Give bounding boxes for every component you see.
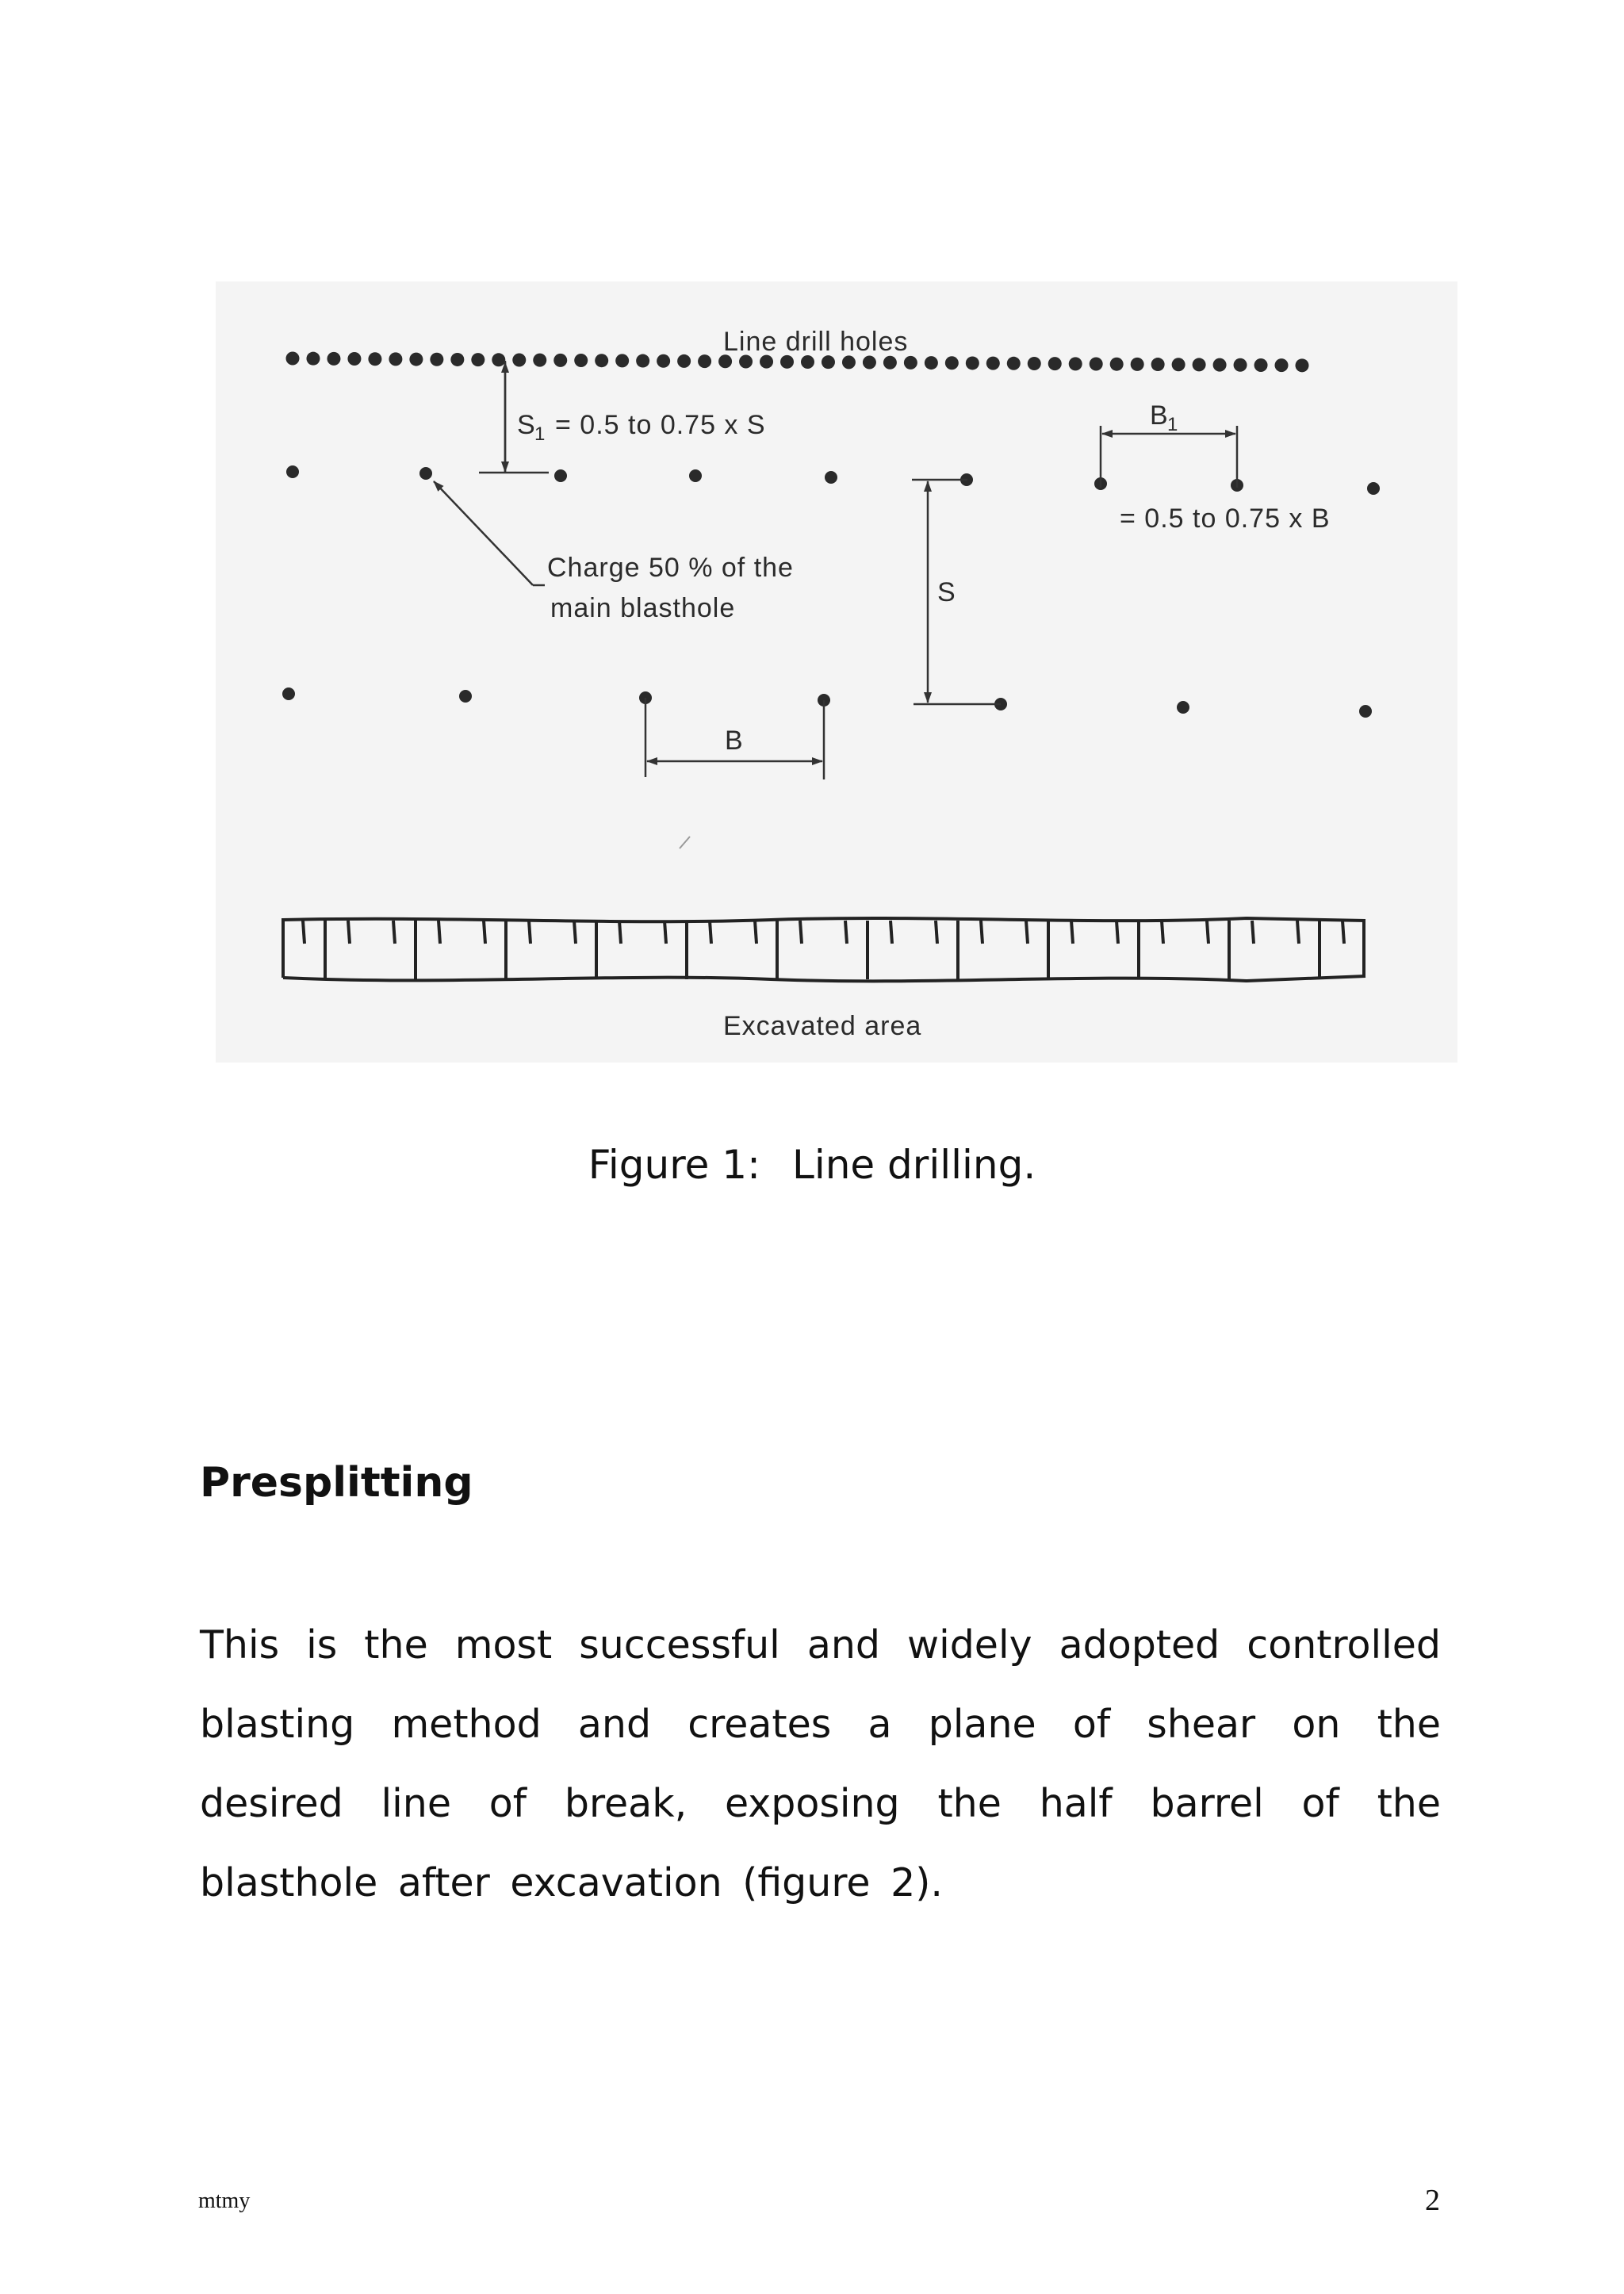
line-drill-hole bbox=[286, 352, 300, 366]
wall-tick bbox=[1116, 921, 1118, 944]
page-number: 2 bbox=[1425, 2184, 1440, 2217]
wall-tick bbox=[936, 921, 937, 944]
wall-tick bbox=[348, 921, 350, 944]
line-drill-hole bbox=[1296, 358, 1309, 372]
wall-tick bbox=[845, 921, 847, 944]
line-drill-hole bbox=[925, 356, 938, 370]
line-drill-hole bbox=[327, 352, 340, 366]
stray-mark bbox=[680, 837, 690, 848]
line-drilling-diagram bbox=[216, 281, 1457, 1063]
wall-tick bbox=[1207, 921, 1208, 944]
line-drill-hole bbox=[1007, 357, 1021, 370]
wall-tick bbox=[303, 921, 304, 944]
line-drill-hole bbox=[553, 354, 567, 367]
s1-symbol: S bbox=[517, 410, 536, 440]
line-drilling-figure bbox=[216, 281, 1457, 1063]
blasthole bbox=[1177, 701, 1189, 714]
line-drill-hole bbox=[822, 355, 835, 369]
line-drill-hole bbox=[1151, 358, 1165, 371]
line-drill-hole bbox=[698, 354, 711, 368]
line-drill-hole bbox=[1172, 358, 1185, 371]
wall-tick bbox=[710, 921, 711, 944]
line-drill-hole bbox=[1131, 358, 1144, 371]
line-drill-hole bbox=[760, 355, 773, 369]
s1-rule: = 0.5 to 0.75 x S bbox=[555, 410, 766, 440]
wall-tick bbox=[1342, 921, 1344, 944]
line-drill-hole bbox=[1254, 358, 1268, 372]
b1-subscript: 1 bbox=[1167, 414, 1178, 435]
line-drill-hole bbox=[904, 356, 917, 370]
line-drill-hole bbox=[492, 353, 505, 366]
b-dimension bbox=[645, 698, 824, 779]
wall-tick bbox=[755, 921, 756, 944]
figure-caption-number: Figure 1: bbox=[588, 1142, 760, 1188]
wall-tick bbox=[665, 921, 666, 944]
line-drill-hole bbox=[842, 355, 856, 369]
wall-tick bbox=[1252, 921, 1254, 944]
line-drill-hole bbox=[986, 357, 1000, 370]
line-drill-hole bbox=[1234, 358, 1247, 372]
figure-caption bbox=[0, 1142, 1624, 1188]
line-drill-hole bbox=[1213, 358, 1227, 372]
wall-tick bbox=[1071, 921, 1073, 944]
line-drill-holes-label: Line drill holes bbox=[723, 327, 909, 357]
charge-label-line2: main blasthole bbox=[550, 593, 736, 623]
line-drill-hole bbox=[1110, 358, 1124, 371]
blasthole bbox=[825, 471, 837, 484]
line-drill-hole bbox=[1048, 357, 1062, 370]
line-drill-hole bbox=[739, 354, 753, 368]
wall-tick bbox=[439, 921, 440, 944]
b1-symbol: B bbox=[1150, 400, 1169, 431]
blasthole bbox=[282, 687, 295, 700]
s-dimension bbox=[912, 480, 1001, 704]
blasthole bbox=[689, 469, 702, 482]
blasthole bbox=[1367, 482, 1380, 495]
blasthole bbox=[459, 690, 472, 703]
line-drill-hole bbox=[450, 353, 464, 366]
blasthole bbox=[419, 467, 432, 480]
line-drill-hole bbox=[883, 356, 897, 370]
line-drill-hole bbox=[1275, 358, 1289, 372]
wall-tick bbox=[619, 921, 621, 944]
blasthole bbox=[286, 465, 299, 478]
line-drill-hole bbox=[1028, 357, 1041, 370]
line-drill-hole bbox=[574, 354, 588, 367]
wall-tick bbox=[529, 921, 530, 944]
line-drill-hole bbox=[512, 353, 526, 366]
line-drill-hole bbox=[430, 353, 443, 366]
b-label: B bbox=[725, 726, 744, 756]
wall-tick bbox=[484, 921, 485, 944]
s1-dimension bbox=[479, 361, 766, 473]
line-drill-hole bbox=[636, 354, 649, 368]
section-heading: Presplitting bbox=[200, 1459, 473, 1507]
figure-caption-text: Line drilling. bbox=[791, 1142, 1036, 1188]
wall-tick bbox=[1162, 921, 1163, 944]
s-label: S bbox=[937, 577, 956, 607]
line-drill-hole bbox=[595, 354, 608, 367]
line-drill-hole bbox=[801, 355, 814, 369]
wall-tick bbox=[981, 921, 982, 944]
wall-tick bbox=[1026, 921, 1028, 944]
line-drill-hole bbox=[533, 354, 546, 367]
wall-tick bbox=[800, 921, 802, 944]
wall-tick bbox=[574, 921, 576, 944]
charge-annotation bbox=[434, 481, 794, 623]
blasthole bbox=[554, 469, 567, 482]
b1-rule: = 0.5 to 0.75 x B bbox=[1120, 504, 1331, 534]
line-drill-hole bbox=[863, 356, 876, 370]
line-drill-hole bbox=[306, 352, 320, 366]
wall-tick bbox=[1297, 921, 1299, 944]
line-drill-hole bbox=[657, 354, 670, 368]
b1-dimension bbox=[1101, 400, 1331, 534]
s1-subscript: 1 bbox=[534, 423, 546, 445]
line-drill-hole bbox=[1090, 358, 1103, 371]
line-drill-hole bbox=[615, 354, 629, 367]
line-drill-hole bbox=[1193, 358, 1206, 371]
line-drill-hole bbox=[1069, 357, 1082, 370]
blasthole bbox=[1359, 705, 1372, 718]
line-drill-hole bbox=[347, 352, 361, 366]
section-paragraph: This is the most successful and widely adopted controlled blasting method and creates a plane of shear on the desired line of break, exposing the half barrel of the blasthole after excavation (figure 2). bbox=[200, 1622, 1441, 1905]
line-drill-hole bbox=[471, 353, 485, 366]
excavated-wall bbox=[283, 918, 1365, 981]
line-drill-hole bbox=[966, 356, 979, 370]
wall-tick bbox=[891, 921, 892, 944]
excavated-area-label: Excavated area bbox=[723, 1011, 922, 1041]
line-drill-hole bbox=[389, 352, 402, 366]
wall-tick bbox=[393, 921, 395, 944]
line-drill-hole bbox=[945, 356, 959, 370]
line-drill-hole bbox=[780, 355, 794, 369]
line-drill-hole bbox=[677, 354, 691, 368]
footer-author: mtmy bbox=[198, 2189, 251, 2213]
charge-label-line1: Charge 50 % of the bbox=[547, 553, 794, 583]
line-drill-hole bbox=[368, 352, 381, 366]
line-drill-hole bbox=[409, 353, 423, 366]
